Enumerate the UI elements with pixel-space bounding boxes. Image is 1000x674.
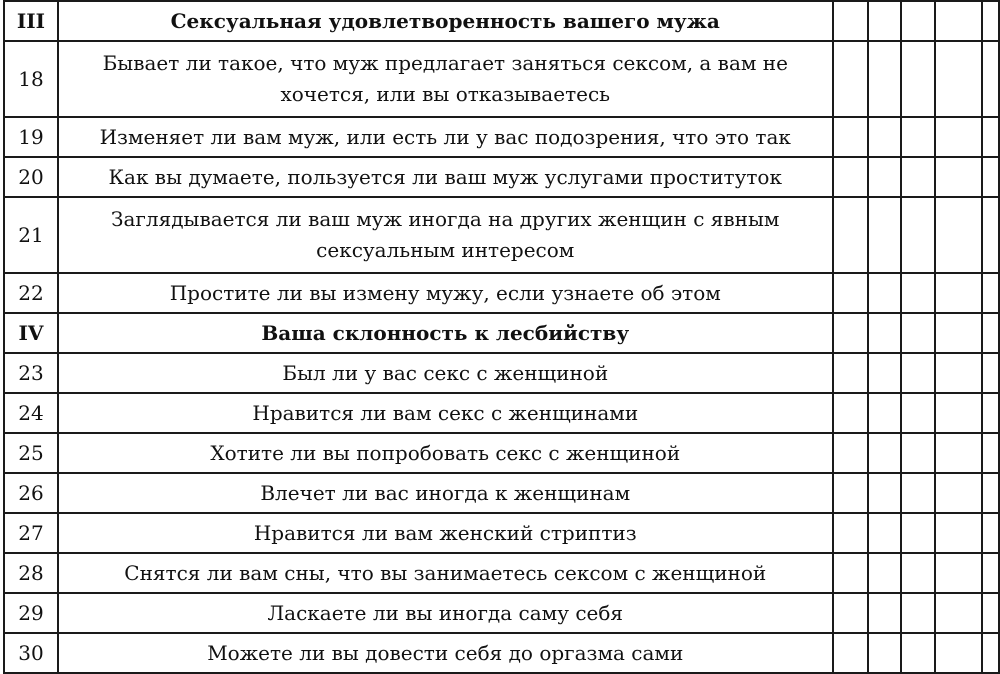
answer-cell[interactable] — [833, 433, 868, 473]
answer-cell[interactable] — [868, 593, 902, 633]
answer-cell[interactable] — [833, 393, 868, 433]
question-row — [4, 513, 999, 553]
question-row — [4, 117, 999, 157]
answer-cell[interactable] — [833, 633, 868, 673]
answer-cell[interactable] — [935, 633, 982, 673]
answer-cell[interactable] — [868, 353, 902, 393]
answer-cell[interactable] — [868, 473, 902, 513]
answer-cell[interactable] — [868, 1, 902, 41]
answer-cell[interactable] — [868, 197, 902, 273]
section-header-row — [4, 313, 999, 353]
question-text: Ласкаете ли вы иногда саму себя — [58, 593, 833, 633]
question-number: 21 — [4, 197, 58, 273]
question-row — [4, 157, 999, 197]
answer-cell[interactable] — [982, 553, 999, 593]
answer-cell[interactable] — [868, 273, 902, 313]
answer-cell[interactable] — [901, 197, 935, 273]
question-row — [4, 41, 999, 117]
question-text: Был ли у вас секс с женщиной — [58, 353, 833, 393]
answer-cell[interactable] — [935, 353, 982, 393]
answer-cell[interactable] — [833, 513, 868, 553]
answer-cell[interactable] — [901, 313, 935, 353]
answer-cell[interactable] — [982, 473, 999, 513]
answer-cell[interactable] — [833, 273, 868, 313]
answer-cell[interactable] — [935, 197, 982, 273]
answer-cell[interactable] — [833, 157, 868, 197]
question-row — [4, 473, 999, 513]
answer-cell[interactable] — [833, 313, 868, 353]
answer-cell[interactable] — [901, 353, 935, 393]
answer-cell[interactable] — [982, 393, 999, 433]
question-number: 24 — [4, 393, 58, 433]
answer-cell[interactable] — [935, 157, 982, 197]
answer-cell[interactable] — [935, 41, 982, 117]
answer-cell[interactable] — [833, 553, 868, 593]
answer-cell[interactable] — [982, 353, 999, 393]
question-number: 26 — [4, 473, 58, 513]
answer-cell[interactable] — [833, 117, 868, 157]
answer-cell[interactable] — [982, 273, 999, 313]
answer-cell[interactable] — [982, 117, 999, 157]
answer-cell[interactable] — [935, 553, 982, 593]
answer-cell[interactable] — [982, 433, 999, 473]
section-title: Сексуальная удовлетворенность вашего мужа — [58, 1, 833, 41]
answer-cell[interactable] — [901, 273, 935, 313]
answer-cell[interactable] — [833, 353, 868, 393]
question-number: 19 — [4, 117, 58, 157]
answer-cell[interactable] — [833, 41, 868, 117]
answer-cell[interactable] — [868, 433, 902, 473]
answer-cell[interactable] — [868, 157, 902, 197]
answer-cell[interactable] — [868, 393, 902, 433]
answer-cell[interactable] — [833, 473, 868, 513]
question-number: 22 — [4, 273, 58, 313]
answer-cell[interactable] — [901, 41, 935, 117]
question-text: Нравится ли вам женский стриптиз — [58, 513, 833, 553]
question-text: Изменяет ли вам муж, или есть ли у вас подозрения, что это так — [58, 117, 833, 157]
answer-cell[interactable] — [935, 473, 982, 513]
question-text: Снятся ли вам сны, что вы занимаетесь сексом с женщиной — [58, 553, 833, 593]
answer-cell[interactable] — [833, 197, 868, 273]
question-number: 23 — [4, 353, 58, 393]
answer-cell[interactable] — [868, 313, 902, 353]
answer-cell[interactable] — [935, 117, 982, 157]
answer-cell[interactable] — [935, 513, 982, 553]
question-row — [4, 273, 999, 313]
answer-cell[interactable] — [982, 197, 999, 273]
section-title: Ваша склонность к лесбийству — [58, 313, 833, 353]
answer-cell[interactable] — [868, 513, 902, 553]
question-number: 28 — [4, 553, 58, 593]
question-row — [4, 393, 999, 433]
section-number: III — [4, 1, 58, 41]
answer-cell[interactable] — [982, 313, 999, 353]
question-text: Как вы думаете, пользуется ли ваш муж услугами проституток — [58, 157, 833, 197]
answer-cell[interactable] — [868, 117, 902, 157]
answer-cell[interactable] — [901, 433, 935, 473]
answer-cell[interactable] — [982, 157, 999, 197]
question-row — [4, 593, 999, 633]
answer-cell[interactable] — [901, 473, 935, 513]
answer-cell[interactable] — [982, 633, 999, 673]
question-text: Бывает ли такое, что муж предлагает заняться сексом, а вам не хочется, или вы отказываетесь — [58, 41, 833, 117]
question-text: Можете ли вы довести себя до оргазма сами — [58, 633, 833, 673]
answer-cell[interactable] — [935, 433, 982, 473]
answer-cell[interactable] — [935, 593, 982, 633]
question-number: 20 — [4, 157, 58, 197]
answer-cell[interactable] — [901, 593, 935, 633]
answer-cell[interactable] — [935, 393, 982, 433]
answer-cell[interactable] — [935, 313, 982, 353]
answer-cell[interactable] — [982, 41, 999, 117]
answer-cell[interactable] — [901, 633, 935, 673]
question-text: Заглядывается ли ваш муж иногда на других женщин с явным сексуальным интересом — [58, 197, 833, 273]
question-row — [4, 633, 999, 673]
question-text: Нравится ли вам секс с женщинами — [58, 393, 833, 433]
answer-cell[interactable] — [833, 593, 868, 633]
answer-cell[interactable] — [982, 1, 999, 41]
question-number: 29 — [4, 593, 58, 633]
answer-cell[interactable] — [868, 41, 902, 117]
answer-cell[interactable] — [901, 393, 935, 433]
question-number: 25 — [4, 433, 58, 473]
answer-cell[interactable] — [982, 593, 999, 633]
answer-cell[interactable] — [901, 513, 935, 553]
answer-cell[interactable] — [868, 553, 902, 593]
question-row — [4, 553, 999, 593]
question-number: 18 — [4, 41, 58, 117]
question-text: Простите ли вы измену мужу, если узнаете об этом — [58, 273, 833, 313]
question-row — [4, 433, 999, 473]
question-number: 30 — [4, 633, 58, 673]
questionnaire-table — [3, 0, 1000, 674]
answer-cell[interactable] — [935, 1, 982, 41]
answer-cell[interactable] — [901, 553, 935, 593]
answer-cell[interactable] — [935, 273, 982, 313]
question-row — [4, 197, 999, 273]
question-text: Хотите ли вы попробовать секс с женщиной — [58, 433, 833, 473]
section-header-row — [4, 1, 999, 41]
answer-cell[interactable] — [901, 117, 935, 157]
answer-cell[interactable] — [868, 633, 902, 673]
answer-cell[interactable] — [901, 157, 935, 197]
answer-cell[interactable] — [901, 1, 935, 41]
section-number: IV — [4, 313, 58, 353]
answer-cell[interactable] — [982, 513, 999, 553]
question-number: 27 — [4, 513, 58, 553]
question-row — [4, 353, 999, 393]
question-text: Влечет ли вас иногда к женщинам — [58, 473, 833, 513]
answer-cell[interactable] — [833, 1, 868, 41]
